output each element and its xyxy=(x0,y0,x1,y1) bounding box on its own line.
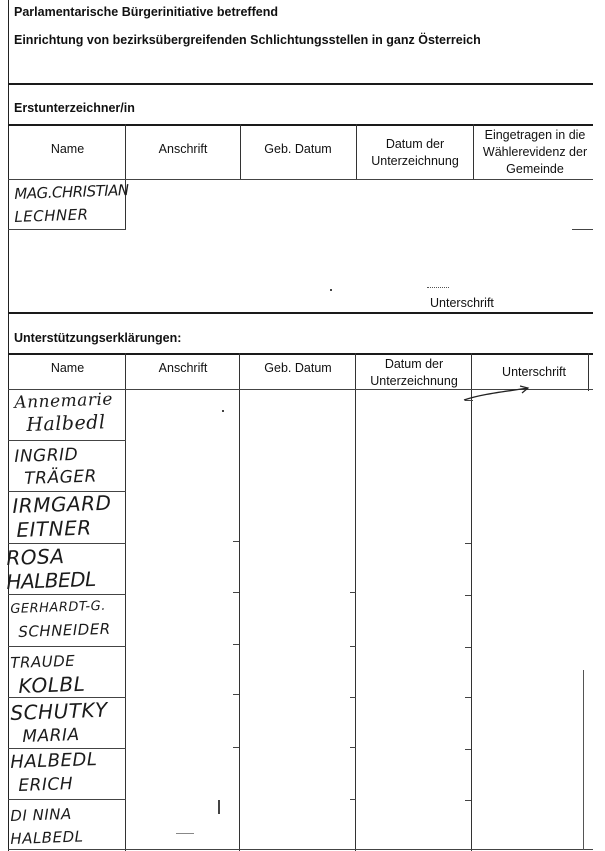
first-col-voter-register: Eingetragen in die Wählerevidenz der Gemeinde xyxy=(482,128,588,176)
supporter-2-line2: TRÄGER xyxy=(24,466,98,489)
supporter-7-line1: SCHUTKY xyxy=(10,697,109,725)
supporter-8-line1: HALBEDL xyxy=(10,748,98,773)
supporter-1-line1: Annemarie xyxy=(14,389,114,413)
support-col-address: Anschrift xyxy=(158,361,208,375)
supporter-7-line2: MARIA xyxy=(22,725,80,747)
supporter-1-line2: Halbedl xyxy=(26,411,106,436)
supporter-2-line1: INGRID xyxy=(14,444,79,467)
first-col-address: Anschrift xyxy=(158,142,208,156)
signature-stroke-mark xyxy=(462,384,532,404)
first-signer-name-line1: MAG.CHRISTIAN xyxy=(14,181,129,203)
support-col-signing-date: Datum der Unterzeichnung xyxy=(370,357,458,388)
supporter-9-line2: HALBEDL xyxy=(10,827,84,848)
initiative-title: Parlamentarische Bürgerinitiative betreffend xyxy=(14,5,278,19)
supporter-5-line2: SCHNEIDER xyxy=(18,619,112,641)
first-col-signing-date: Datum der Unterzeichnung xyxy=(371,137,459,168)
supporter-4-line2: HALBEDL xyxy=(6,566,97,594)
initiative-subject: Einrichtung von bezirksübergreifenden Schlichtungsstellen in ganz Österreich xyxy=(14,33,481,47)
first-col-birthdate: Geb. Datum xyxy=(264,142,332,156)
supporter-3-line2: EITNER xyxy=(16,515,93,542)
first-signer-section-title: Erstunterzeichner/in xyxy=(14,101,135,115)
supporter-4-line1: ROSA xyxy=(6,543,65,570)
supporter-3-line1: IRMGARD xyxy=(12,490,112,518)
support-col-birthdate: Geb. Datum xyxy=(264,361,332,375)
support-section-title: Unterstützungserklärungen: xyxy=(14,331,182,345)
supporter-9-line1: DI NINA xyxy=(10,804,73,825)
support-col-name: Name xyxy=(50,361,85,375)
supporter-6-line1: TRAUDE xyxy=(10,651,76,672)
supporter-6-line2: KOLBL xyxy=(18,671,86,698)
first-signer-signature-label: Unterschrift xyxy=(430,296,494,310)
support-col-signature: Unterschrift xyxy=(502,365,566,379)
supporter-5-line1: GERHARDT-G. xyxy=(10,598,107,617)
first-col-name: Name xyxy=(50,142,85,156)
first-signer-name-line2: LECHNER xyxy=(14,205,89,226)
supporter-8-line2: ERICH xyxy=(18,774,74,796)
